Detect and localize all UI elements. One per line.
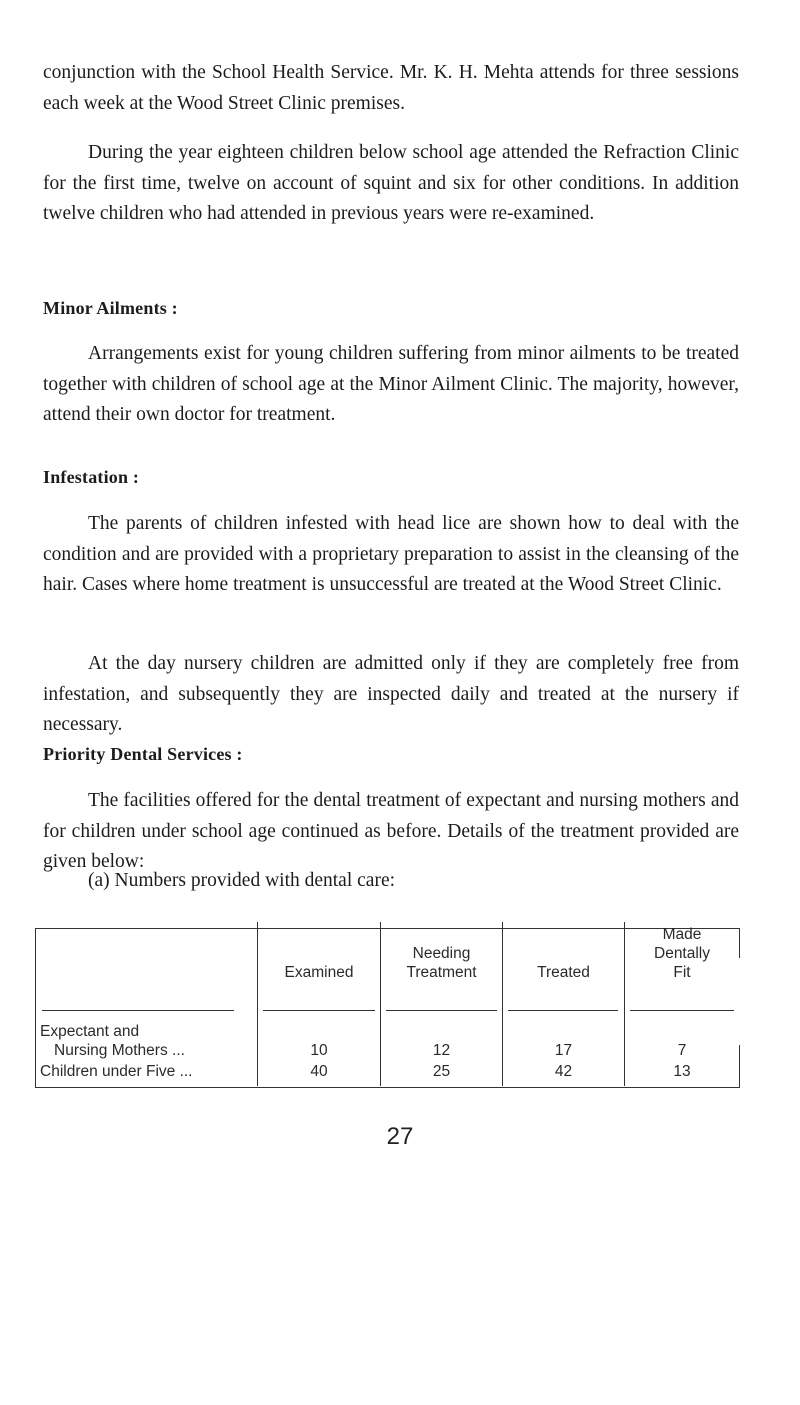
paragraph-refraction-clinic: During the year eighteen children below school age attended the Refraction Clinic for the first time, twelve on account of squint and six for other conditions. In addition twelve children who had attended in previous years were re-examined. <box>43 142 739 224</box>
table-right-rule-bottom <box>739 1045 740 1087</box>
cell-expectant-needing: 12 <box>432 1042 451 1059</box>
cell-children-needing: 25 <box>432 1063 451 1080</box>
table-caption: (a) Numbers provided with dental care: <box>88 870 396 891</box>
paragraph-mehta: conjunction with the School Health Service. Mr. K. H. Mehta attends for three sessions each week at the Wood Street Clinic premises. <box>43 62 739 114</box>
heading-minor-ailments: Minor Ailments : <box>43 298 178 318</box>
cell-expectant-examined: 10 <box>310 1042 328 1059</box>
cell-expectant-fit: 7 <box>677 1042 687 1059</box>
cell-children-fit: 13 <box>673 1063 691 1080</box>
paragraph-head-lice: The parents of children infested with head lice are shown how to deal with the condition and are provided with a proprietary preparation to assist in the cleansing of the hair. Cases where home treatment is unsuccessful are treated at the Wood Street Clinic. <box>43 513 739 595</box>
header-rule-treated <box>508 1010 618 1011</box>
header-made-dentally-fit: Made Dentally Fit <box>654 926 710 981</box>
heading-infestation: Infestation : <box>43 467 140 487</box>
paragraph-minor-ailments: Arrangements exist for young children suffering from minor ailments to be treated together with children of school age at the Minor Ailment Clinic. The majority, however, attend their own doctor for treatment. <box>43 343 739 425</box>
heading-priority-dental: Priority Dental Services : <box>43 744 243 764</box>
cell-children-treated: 42 <box>554 1063 573 1080</box>
header-examined: Examined <box>284 964 354 981</box>
paragraph-dental-facilities: The facilities offered for the dental treatment of expectant and nursing mothers and for children under school age continued as before. Details of the treatment provided are given below: <box>43 790 739 872</box>
cell-children-examined: 40 <box>310 1063 328 1080</box>
table-left-rule <box>35 928 36 1088</box>
header-rule-needing <box>386 1010 497 1011</box>
table-bottom-rule <box>35 1087 740 1088</box>
row-label-expectant: Expectant and Nursing Mothers ... <box>40 1023 185 1059</box>
header-treated: Treated <box>537 964 590 981</box>
header-needing-treatment: Needing Treatment <box>406 945 477 981</box>
header-rule-examined <box>263 1010 375 1011</box>
paragraph-day-nursery: At the day nursery children are admitted only if they are completely free from infestation, and subsequently they are inspected daily and treated at the nursery if necessary. <box>43 653 739 735</box>
cell-expectant-treated: 17 <box>554 1042 573 1059</box>
page-number: 27 <box>386 1123 414 1150</box>
table-right-rule-top <box>739 928 740 958</box>
row-label-children: Children under Five ... <box>40 1063 193 1080</box>
header-rule-label <box>42 1010 234 1011</box>
header-rule-fit <box>630 1010 734 1011</box>
